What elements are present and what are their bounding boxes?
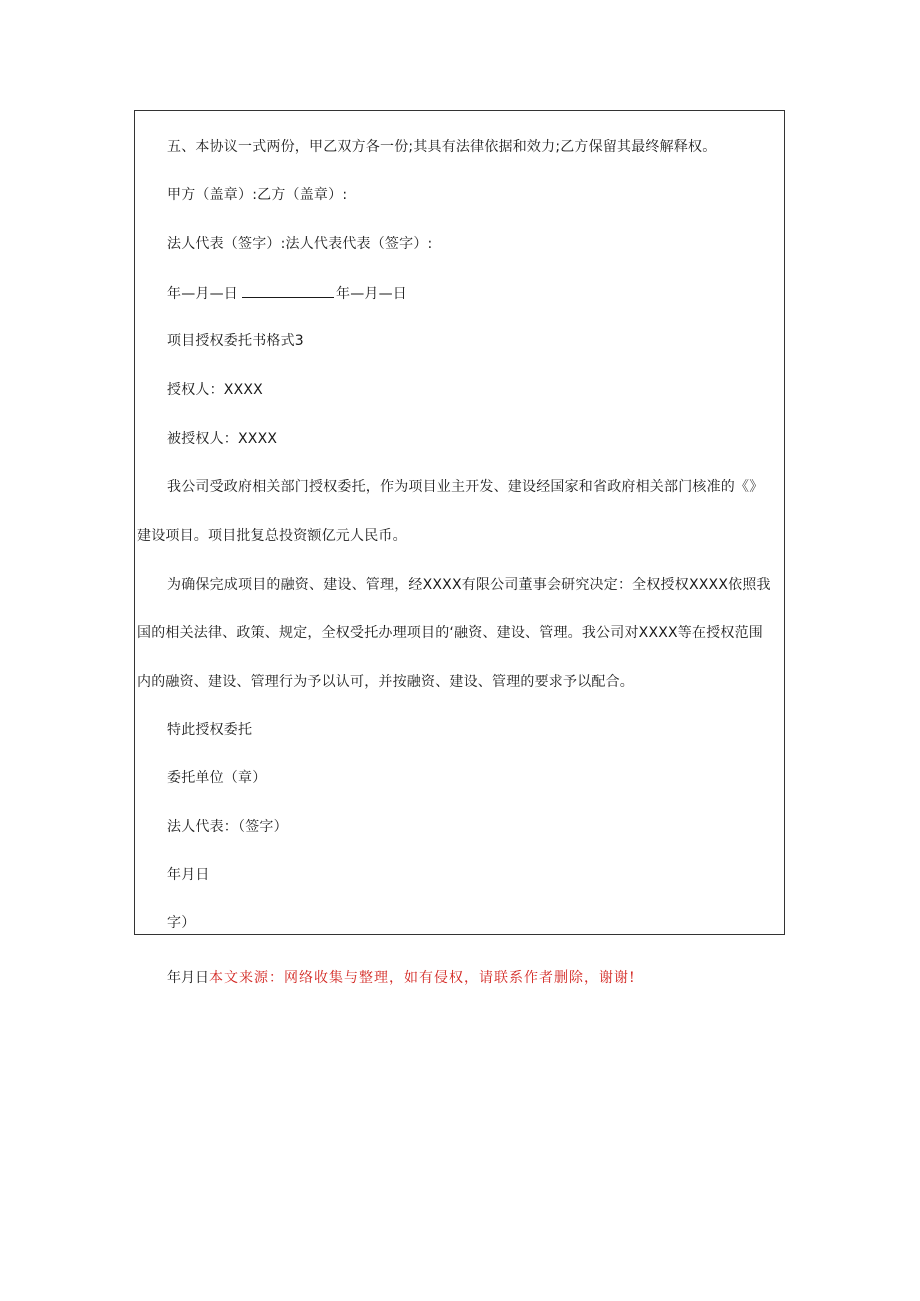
paragraph-grantee: 被授权人：XXXX [167, 431, 278, 447]
footer-date: 年月日 [167, 970, 209, 986]
source-note: 本文来源：网络收集与整理，如有侵权，请联系作者删除，谢谢! [209, 970, 636, 986]
paragraph-grantor: 授权人：XXXX [167, 382, 263, 398]
paragraph-clause-five: 五、本协议一式两份，甲乙双方各一份;其具有法律依据和效力;乙方保留其最终解释权。 [167, 139, 717, 155]
paragraph-authorization-line3: 内的融资、建设、管理行为予以认可，并按融资、建设、管理的要求予以配合。 [137, 674, 634, 690]
paragraph-authorization-line1: 为确保完成项目的融资、建设、管理，经XXXX有限公司董事会研究决定：全权授权XXXX依照我 [167, 577, 771, 593]
paragraph-party-seals: 甲方（盖章）:乙方（盖章）: [167, 187, 348, 203]
paragraph-entrusting-unit: 委托单位（章） [167, 770, 267, 786]
paragraph-fragment: 字） [167, 915, 196, 931]
footer-line [167, 968, 636, 988]
paragraph-legal-rep-signatures: 法人代表（签字）:法人代表代表（签字）: [167, 236, 433, 252]
paragraph-authorization-line2: 国的相关法律、政策、规定，全权受托办理项目的‘融资、建设、管理。我公司对XXXX等在授权范围 [137, 625, 764, 641]
paragraph-date-line [167, 283, 407, 304]
section-title: 项目授权委托书格式3 [167, 333, 304, 349]
paragraph-project-intro-line2: 建设项目。项目批复总投资额亿元人民币。 [137, 528, 407, 544]
date-blank-underline [242, 283, 334, 298]
date-left: 年—月—日 [167, 286, 238, 302]
date-right: 年—月—日 [336, 286, 407, 302]
paragraph-project-intro-line1: 我公司受政府相关部门授权委托，作为项目业主开发、建设经国家和省政府相关部门核准的《》 [167, 479, 764, 495]
paragraph-hereby-authorize: 特此授权委托 [167, 722, 253, 738]
paragraph-date: 年月日 [167, 867, 210, 883]
paragraph-legal-rep: 法人代表：（签字） [167, 819, 288, 835]
